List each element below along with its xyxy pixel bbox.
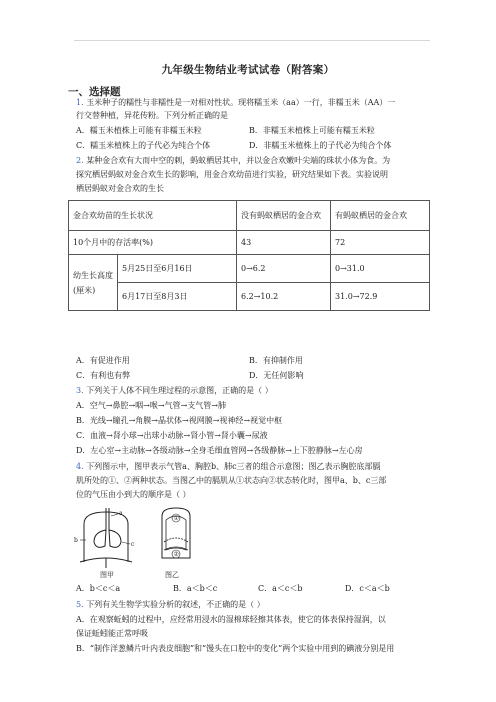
table-cell: 0→31.0 bbox=[331, 255, 430, 283]
q2-line2: 探究栖居蚂蚁对金合欢生长的影响，用金合欢幼苗进行实验，研究结果如下表。实验说明 bbox=[76, 170, 388, 179]
q4-stem-1: 下列图示中，图甲表示气管a、胸腔b、肺c三者的组合示意图；图乙表示胸腔底部膈 bbox=[86, 462, 381, 471]
q3-option-a: A．空气→鼻腔→咽→喉→气管→支气管→肺 bbox=[76, 401, 226, 410]
q2-line3: 栖居蚂蚁对金合欢的生长 bbox=[76, 184, 164, 193]
q3-stem bbox=[76, 385, 273, 396]
q5-stem bbox=[76, 599, 265, 610]
q4-number: 4. bbox=[76, 462, 84, 471]
q1-line1 bbox=[76, 97, 395, 108]
figure-jia-caption: 图甲 bbox=[100, 571, 114, 579]
table-header-cell: 金合欢幼苗的生长状况 bbox=[69, 201, 237, 231]
q3-option-b: B．光线→瞳孔→角膜→晶状体→视网膜→视神经→视觉中枢 bbox=[76, 416, 283, 425]
q2-option-c: C．有利也有弊 bbox=[76, 371, 131, 380]
table-row-header: 幼生长高度(厘米) bbox=[69, 255, 118, 311]
q5-number: 5. bbox=[76, 600, 84, 609]
q2-option-d: D．无任何影响 bbox=[249, 371, 304, 380]
table-cell: 6月17日至8月3日 bbox=[118, 283, 237, 311]
figure-yi-caption: 图乙 bbox=[165, 571, 179, 579]
q1-option-c: C．糯玉米植株上的子代必为纯合个体 bbox=[76, 141, 211, 150]
q2-option-b: B．有抑制作用 bbox=[249, 356, 303, 365]
q4-option-d: D．c＜a＜b bbox=[345, 584, 390, 593]
table-cell: 6.2→10.2 bbox=[237, 283, 331, 311]
table-cell: 0→6.2 bbox=[237, 255, 331, 283]
q4-option-c: C．a＜c＜b bbox=[258, 584, 303, 593]
q4-line2: 肌所处的①、②两种状态。当图乙中的膈肌从①状态向②状态转化时，图甲a、b、c三部 bbox=[76, 476, 387, 485]
q1-number: 1. bbox=[76, 98, 84, 107]
q2-data-table bbox=[68, 200, 430, 311]
figure-jia bbox=[74, 508, 135, 568]
q4-line1 bbox=[76, 461, 381, 472]
q4-option-b: B．a＜b＜c bbox=[173, 584, 218, 593]
figure-yi bbox=[162, 508, 190, 558]
q1-option-b: B．非糯玉米植株上可能有糯玉米粒 bbox=[249, 126, 375, 135]
table-cell: 43 bbox=[237, 231, 331, 255]
q1-option-d: D．非糯玉米植株上的子代必为纯合个体 bbox=[249, 141, 392, 150]
label-b: b bbox=[74, 537, 78, 544]
table-header-cell: 没有蚂蚁栖居的金合欢 bbox=[237, 201, 331, 231]
page-title: 九年级生物结业考试试卷（附答案） bbox=[161, 64, 335, 76]
q1-line2: 行交替种植，异花传粉。下列分析正确的是 bbox=[76, 111, 228, 120]
q5-option-a-line1: A．在观察蚯蚓的过程中，应经常用浸水的湿棉球轻擦其体表，使它的体表保持湿润，以 bbox=[76, 615, 386, 624]
table-cell: 31.0→72.9 bbox=[331, 283, 430, 311]
q4-line3: 位的气压由小到大的顺序是（ ） bbox=[76, 490, 191, 499]
section-heading: 一、选择题 bbox=[68, 86, 121, 98]
state-1: ① bbox=[173, 515, 179, 522]
q3-option-c: C．血液→肾小球→出球小动脉→肾小管→肾小囊→尿液 bbox=[76, 431, 268, 440]
label-a: a bbox=[119, 510, 123, 517]
q4-option-a: A．b＜c＜a bbox=[76, 584, 121, 593]
q1-option-a: A．糯玉米植株上可能有非糯玉米粒 bbox=[76, 126, 202, 135]
q3-stem-text: 下列关于人体不同生理过程的示意图，正确的是（ ） bbox=[86, 386, 273, 395]
q2-stem-1: 某种金合欢有大而中空的刺，蚂蚁栖居其中，并以金合欢嫩叶尖端的珠状小体为食。为 bbox=[86, 156, 391, 165]
q1-stem-1: 玉米种子的糯性与非糯性是一对相对性状。现将糯玉米（aa）一行，非糯玉米（AA）一 bbox=[86, 98, 396, 107]
table-cell: 5月25日至6月16日 bbox=[118, 255, 237, 283]
q5-stem-text: 下列有关生物学实验分析的叙述，不正确的是（ ） bbox=[86, 600, 265, 609]
state-2: ② bbox=[173, 551, 179, 558]
q2-number: 2. bbox=[76, 156, 84, 165]
q3-option-d: D．左心室→主动脉→各级动脉→全身毛细血管网→各级静脉→上下腔静脉→左心房 bbox=[76, 446, 363, 455]
q5-option-b-line1: B．“制作洋葱鳞片叶内表皮细胞”和“馒头在口腔中的变化”两个实验中用到的碘液分别是用 bbox=[76, 644, 395, 653]
header-rule bbox=[74, 40, 430, 41]
q4-figure bbox=[72, 506, 222, 570]
q2-line1 bbox=[76, 155, 390, 166]
q2-option-a: A．有促进作用 bbox=[76, 356, 130, 365]
label-c: c bbox=[131, 541, 135, 548]
q3-number: 3. bbox=[76, 386, 84, 395]
table-header-cell: 有蚂蚁栖居的金合欢 bbox=[331, 201, 430, 231]
table-cell: 72 bbox=[331, 231, 430, 255]
table-cell: 10个月中的存活率(%) bbox=[69, 231, 237, 255]
q5-option-a-line2: 保证蚯蚓能正常呼吸 bbox=[76, 629, 148, 638]
